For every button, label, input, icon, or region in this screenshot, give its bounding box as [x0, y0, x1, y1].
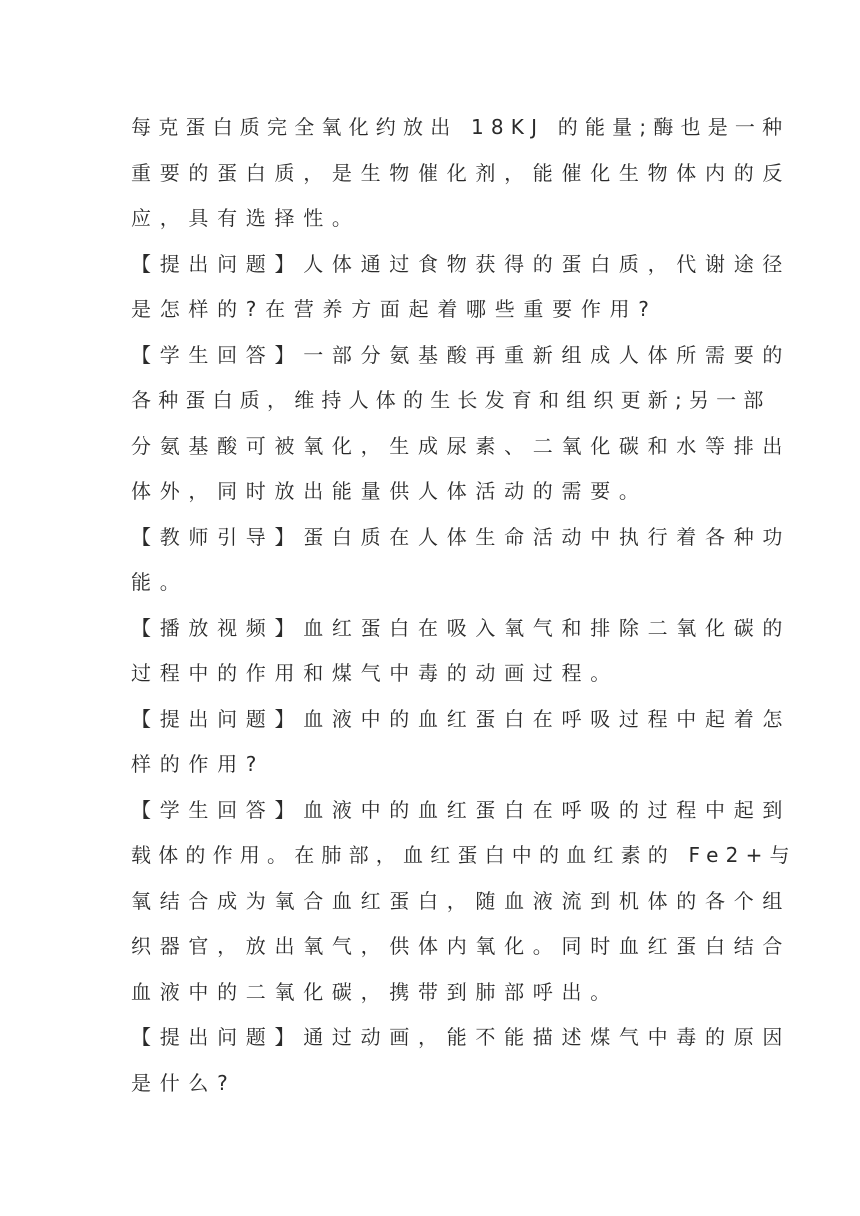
paragraph-student-answer-hemoglobin: [131, 785, 797, 1013]
text-line: 是什么?: [131, 1070, 237, 1095]
text-line: 【提出问题】通过动画，能不能描述煤气中毒的原因: [131, 1025, 792, 1049]
text-line: 分氨基酸可被氧化，生成尿素、二氧化碳和水等排出: [131, 433, 792, 458]
text-line: 【播放视频】血红蛋白在吸入氧气和排除二氧化碳的: [131, 615, 792, 640]
text-line: 体外，同时放出能量供人体活动的需要。: [131, 479, 648, 503]
text-line: 载体的作用。在肺部，血红蛋白中的血红素的 Fe2+与: [131, 843, 797, 867]
text-line: 应，具有选择性。: [131, 206, 361, 230]
paragraph-teacher-guide: [131, 512, 792, 603]
text-line: 织器官，放出氧气，供体内氧化。同时血红蛋白结合: [131, 934, 792, 958]
text-line: 样的作用?: [131, 752, 266, 776]
text-line: 血液中的二氧化碳，携带到肺部呼出。: [131, 979, 619, 1004]
text-line: 【提出问题】血液中的血红蛋白在呼吸过程中起着怎: [131, 706, 792, 731]
text-line: 【学生回答】血液中的血红蛋白在呼吸的过程中起到: [131, 797, 792, 822]
document-page: [131, 102, 797, 1103]
text-line: 每克蛋白质完全氧化约放出 18KJ 的能量;酶也是一种: [131, 115, 790, 139]
text-line: 是怎样的?在营养方面起着哪些重要作用?: [131, 297, 658, 321]
paragraph-play-video: [131, 603, 792, 694]
paragraph-question-gas-poisoning: [131, 1012, 792, 1103]
text-line: 氧结合成为氧合血红蛋白，随血液流到机体的各个组: [131, 888, 792, 913]
text-line: 各种蛋白质，维持人体的生长发育和组织更新;另一部: [131, 388, 771, 412]
paragraph-student-answer-amino-acids: [131, 330, 792, 512]
text-line: 【提出问题】人体通过食物获得的蛋白质，代谢途径: [131, 251, 792, 276]
paragraph-question-metabolism: [131, 239, 792, 330]
paragraph-protein-energy: [131, 102, 792, 239]
paragraph-question-hemoglobin: [131, 694, 792, 785]
text-line: 【教师引导】蛋白质在人体生命活动中执行着各种功: [131, 524, 792, 549]
text-line: 【学生回答】一部分氨基酸再重新组成人体所需要的: [131, 342, 792, 367]
text-line: 能。: [131, 570, 189, 594]
text-line: 过程中的作用和煤气中毒的动画过程。: [131, 661, 619, 685]
text-line: 重要的蛋白质，是生物催化剂，能催化生物体内的反: [131, 160, 792, 185]
